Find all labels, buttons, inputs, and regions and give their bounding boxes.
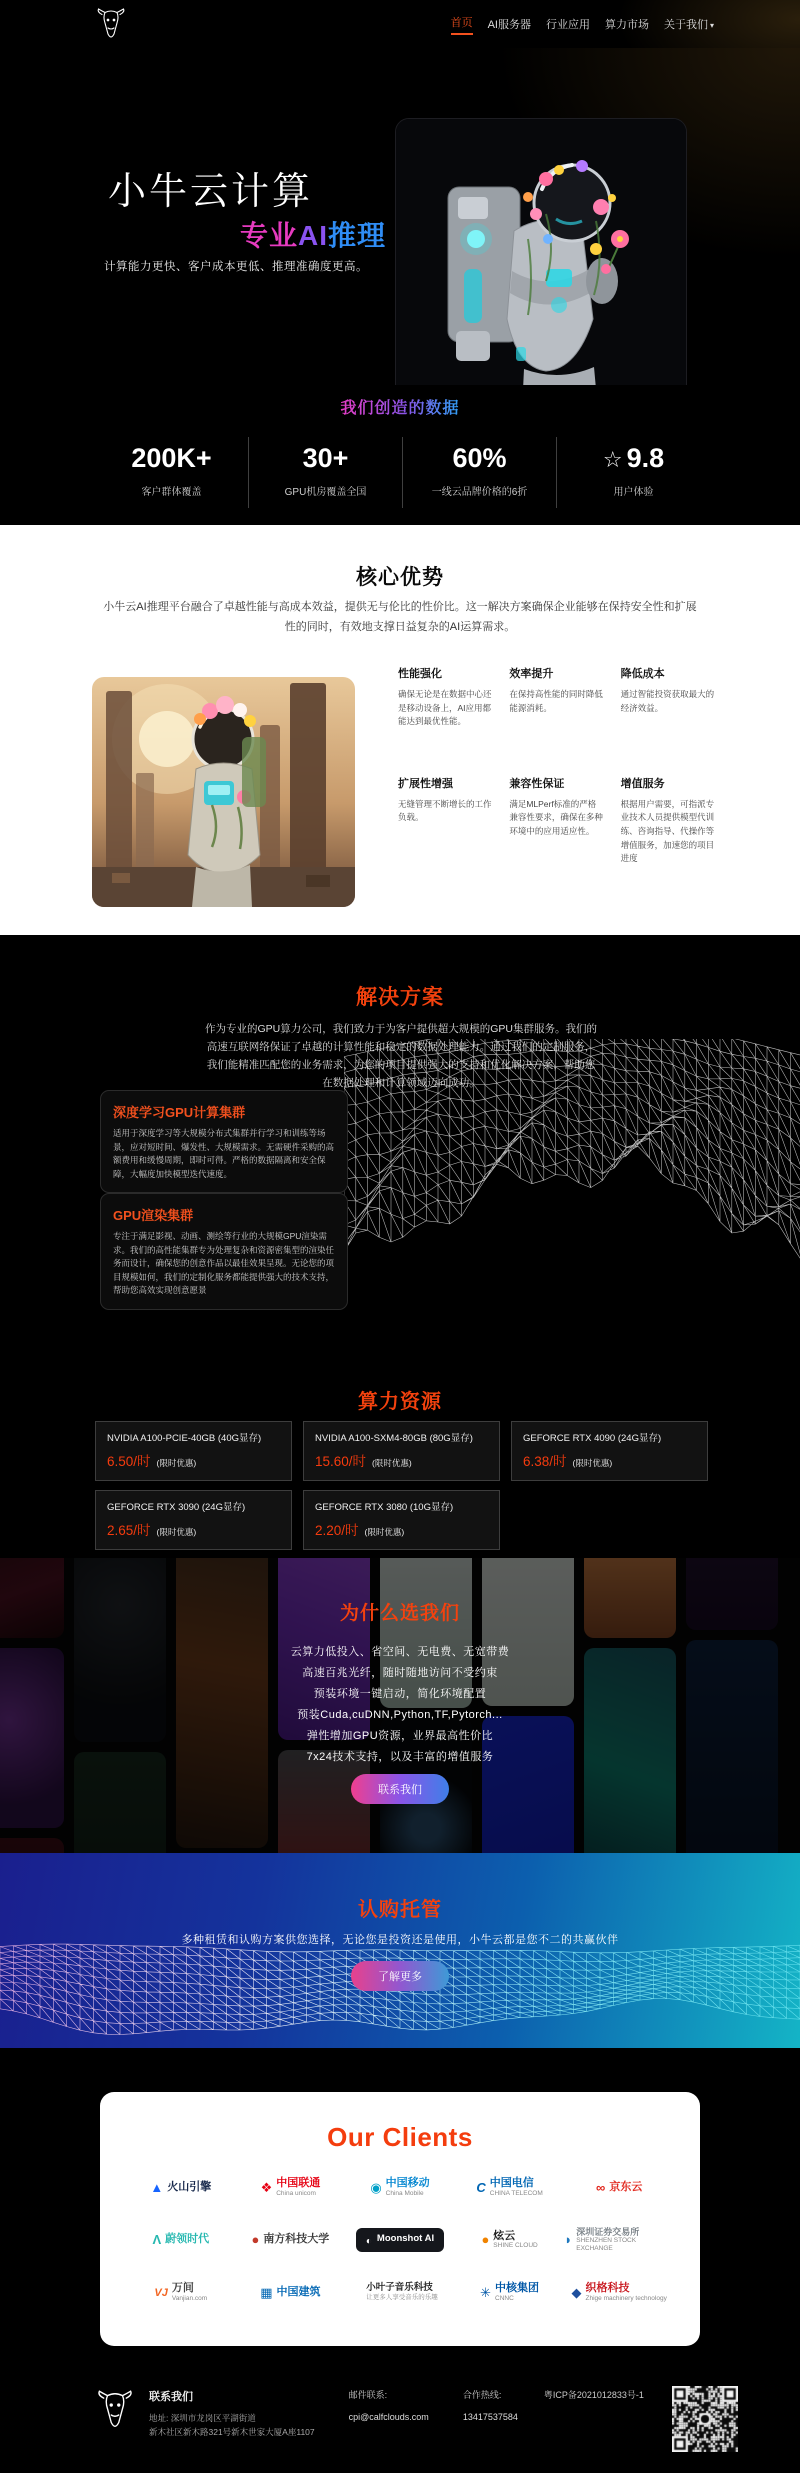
footer-hotline-block: 合作热线: 13417537584 [462,2390,518,2422]
wechat-qr-code [672,2386,738,2452]
wireframe-mountain-graphic [344,1039,800,1369]
gpu-grid [95,1421,708,1550]
client-china-mobile: ◉ 中国移动 China Mobile [370,2177,429,2197]
stats-title: 我们创造的数据 [0,395,800,418]
client-cscec: ▦ 中国建筑 [260,2286,320,2299]
cnnc-atom-icon [480,2286,491,2299]
why-us-point: 云算力低投入、省空间、无电费、无宽带费 [290,1646,510,1658]
client-china-telecom: C 中国电信 CHINA TELECOM [476,2177,542,2197]
footer-contact-block [149,2388,315,2440]
features-grid [398,665,716,866]
solutions-title: 解决方案 [356,986,444,1009]
bull-logo-icon[interactable] [95,8,127,40]
client-xiaoyezi: 小叶子音乐科技 让更多人享受音乐的乐趣 [366,2282,438,2302]
vanjian-icon [154,2285,167,2299]
footer-email-block: 邮件联系: cpi@calfclouds.com [348,2390,429,2422]
hero-subtitle [108,214,386,254]
china-mobile-icon [370,2181,381,2194]
feature-scalability: 扩展性增强 无缝管理不断增长的工作负载。 [398,777,492,823]
learn-more-button[interactable]: 了解更多 [351,1961,449,1991]
stat-rating: ☆ 9.8 用户体验 [556,437,710,508]
nav-item-about[interactable]: 关于我们 ▾ [663,19,714,31]
why-us-point: 7x24技术支持，以及丰富的增值服务 [306,1751,494,1763]
hosting-section [0,1853,800,2048]
footer-email: cpi@calfclouds.com [348,2412,429,2422]
client-jd-cloud: ∞ 京东云 [596,2181,642,2194]
footer-icp: 粤ICP备2021012833号-1 [543,2390,644,2400]
why-us-points [0,1642,800,1768]
solution-card-deep-learning: 深度学习GPU计算集群 适用于深度学习等大规模分布式集群并行学习和训练等场景，应对短时间、爆发性、大规模需求。无需硬件采购的高额费用和缓慢周期，即时可得。严格的数据隔离和安全保障，大幅度加快模型迭代速度。 [100,1090,348,1193]
solutions-section [0,935,800,1558]
hero-subtitle-part: AI [297,220,328,251]
client-shine-cloud: ● 炫云 SHINE CLOUD [481,2230,537,2250]
hero-section [0,48,800,385]
why-us-content [0,1558,800,1853]
client-szse: ◗ 深圳证券交易所 SHENZHEN STOCK EXCHANGE [564,2227,674,2252]
feature-services: 增值服务 根据用户需要，可指派专业技术人员提供模型代训练、咨询指导、代操作等增值服务，加速您的项目进度 [620,777,715,864]
why-us-point: 预装环境一键启动，简化环境配置 [313,1688,487,1700]
why-us-point: 高速百兆光纤，随时随地访问不受约束 [302,1667,498,1679]
hero-astronaut-image [395,118,687,412]
why-us-point: 预装Cuda,cuDNN,Python,TF,Pytorch... [297,1709,503,1721]
footer-contact-title: 联系我们 [149,2391,193,2403]
hero-subtitle-part: 推理 [327,220,386,251]
footer [0,2368,800,2473]
main-nav [451,14,714,35]
client-china-unicom: ❖ 中国联通 China unicom [261,2177,321,2197]
clients-card [100,2092,700,2346]
client-sustech: ● 南方科技大学 [251,2233,329,2246]
clients-grid [126,2177,674,2303]
feature-cost: 降低成本 通过智能投资获取最大的经济效益。 [620,668,715,713]
stats-row [95,437,710,508]
feature-performance: 性能强化 确保无论是在数据中心还是移动设备上，AI应用都能达到最优性能。 [398,668,492,727]
hosting-description: 多种租赁和认购方案供您选择，无论您是投资还是使用，小牛云都是您不二的共赢伙伴 [181,1934,619,1946]
why-us-section [0,1558,800,1853]
weiling-era-icon [152,2233,161,2246]
client-moonshot-ai: ◐ Moonshot AI [356,2228,444,2252]
gpu-card-a100-pcie: NVIDIA A100-PCIE-40GB (40G显存) 6.50/时 (限时优惠) [95,1421,292,1481]
nav-item-market[interactable]: 算力市场 [604,19,649,31]
bull-logo-icon [95,2388,135,2430]
nav-item-home[interactable]: 首页 [451,14,473,35]
hero-tagline: 计算能力更快、客户成本更低、推理准确度更高。 [104,261,368,273]
stat-discount: 60% 一线云品牌价格的6折 [402,437,556,508]
gpu-card-a100-sxm4: NVIDIA A100-SXM4-80GB (80G显存) 15.60/时 (限时优惠) [303,1421,500,1481]
gpu-card-rtx3090: GEFORCE RTX 3090 (24G显存) 2.65/时 (限时优惠) [95,1490,292,1550]
feature-compatibility: 兼容性保证 满足MLPerf标准的严格兼容性要求，确保在多种环境中的应用适应性。 [509,777,603,836]
hero-title: 小牛云计算 [108,171,314,213]
hosting-title: 认购托管 [358,1899,442,1921]
advantages-subtitle: 小牛云AI推理平台融合了卓越性能与高成本效益，提供无与伦比的性价比。这一解决方案确保企业能够在保持安全性和扩展性的同时，有效地支撑日益复杂的AI运算需求。 [103,601,697,634]
gpu-card-rtx4090: GEFORCE RTX 4090 (24G显存) 6.38/时 (限时优惠) [511,1421,708,1481]
nav-item-ai-server[interactable]: AI服务器 [487,19,531,31]
chevron-down-icon: ▾ [709,21,714,30]
advantages-section [0,525,800,935]
hero-subtitle-part: 专业 [239,220,298,251]
header [0,0,800,48]
feature-efficiency: 效率提升 在保持高性能的同时降低能源消耗。 [509,668,603,713]
client-zhige: ◆ 织格科技 Zhige machinery technology [572,2282,667,2302]
footer-hotline: 13417537584 [462,2412,518,2422]
solution-card-rendering: GPU渲染集群 专注于满足影视、动画、测绘等行业的大规模GPU渲染需求。我们的高性能集群专为处理复杂和资源密集型的渲染任务而设计，确保您的创意作品以最佳效果呈现。无论您的项目规模如何，我们的定制化服务都能提供强大的技术支持，帮助您高效实现创意愿景 [100,1193,348,1310]
clients-section [0,2048,800,2368]
shine-cloud-icon [481,2233,489,2246]
client-vanjian: VJ 万间 Vanjian.com [154,2282,207,2302]
client-weiling-era: Λ 蔚领时代 [152,2233,209,2246]
cscec-icon [260,2286,272,2299]
client-volcano-engine: ▲ 火山引擎 [150,2181,211,2194]
moonshot-ai-icon [366,2233,372,2247]
nav-item-industry[interactable]: 行业应用 [545,19,590,31]
stat-customers: 200K+ 客户群体覆盖 [131,443,212,498]
jd-cloud-icon [596,2181,605,2194]
why-us-title: 为什么选我们 [339,1603,460,1624]
footer-address: 地址: 深圳市龙岗区平湖街道 新木社区新木路321号新木世家大厦A座1107 [149,2413,315,2438]
volcano-engine-icon [150,2181,163,2194]
resources-title: 算力资源 [358,1391,442,1413]
sustech-seal-icon [251,2233,259,2246]
advantages-astronaut-image [92,677,355,907]
solutions-description: 作为专业的GPU算力公司，我们致力于为客户提供超大规模的GPU集群服务。我们的高速互联网络保证了卓越的计算性能和稳定的数据处理能力。通过我们的定制服务，我们能精准匹配您的业务需求，为您的项目提供强大的支持和优化解决方案，帮助您在数据处理和计算领域迈向成功。 [205,1023,598,1089]
stat-datacenters: 30+ GPU机房覆盖全国 [248,437,402,508]
advantages-title: 核心优势 [356,566,444,589]
zhige-hex-icon [572,2286,582,2299]
gpu-card-rtx3080: GEFORCE RTX 3080 (10G显存) 2.20/时 (限时优惠) [303,1490,500,1550]
clients-title: Our Clients [327,2122,473,2152]
star-icon: ☆ [602,447,623,472]
client-cnnc: ✳ 中核集团 CNNC [480,2282,539,2302]
contact-us-button[interactable]: 联系我们 [351,1774,449,1804]
stats-section [0,385,800,525]
szse-icon [564,2233,572,2246]
why-us-point: 弹性增加GPU资源，业界最高性价比 [306,1730,494,1742]
china-unicom-icon [261,2181,273,2194]
china-telecom-icon [476,2181,485,2194]
